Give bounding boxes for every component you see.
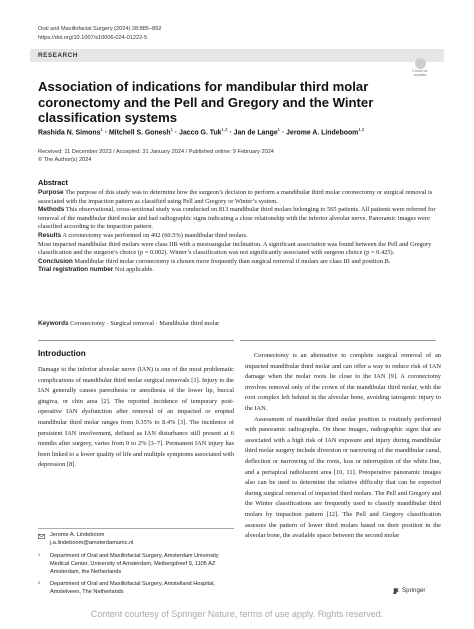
abstract-trial-registration: Trial registration number Not applicable. — [38, 266, 154, 274]
article-title: Association of indications for mandibular third molar coronectomy and the Pell and Gregory and the Winter classification systems — [38, 79, 374, 125]
author-affiliation-mark: 1 — [277, 127, 281, 132]
author-affiliation-mark: 1 — [170, 127, 173, 132]
check-for-updates-icon — [415, 58, 426, 69]
doi-link[interactable]: https://doi.org/10.1007/s10006-024-01222-5 — [38, 35, 148, 41]
affiliation-number: 2 — [38, 581, 41, 585]
springer-logo — [392, 586, 442, 596]
author-name[interactable]: Jan de Lange — [233, 129, 278, 137]
springer-horse-icon — [392, 587, 400, 595]
check-for-updates-text: Check for updates — [412, 69, 428, 77]
abstract-methods: Methods This observational, cross-sectional study was conducted on 813 mandibular third molars belonging to 565 patients. All patients were referred for removal of the mandibular third molar and had radiographic signs indicating a close relationship with the inferior alveolar nerve. Panoramic images were classified according to the impaction pattern. — [38, 206, 436, 231]
courtesy-watermark: Content courtesy of Springer Nature, terms of use apply. Rights reserved. — [90, 609, 384, 619]
abstract-results: Results A coronectomy was performed on 492 (60.5%) mandibular third molars. — [38, 231, 248, 239]
author-name[interactable]: Jerome A. Lindeboom — [286, 129, 359, 137]
check-for-updates-badge[interactable] — [405, 58, 435, 78]
keywords-list: Coronectomy · Surgical removal · Mandibular third molar — [70, 320, 220, 327]
abstract-conclusion: Conclusion Mandibular third molar coronectomy is chosen more frequently than surgical removal if molars are class III and position B. — [38, 257, 391, 265]
body-column-left — [38, 365, 234, 471]
abstract-results-continued: Most impacted mandibular third molars were class IIB with a mesioangular inclination. A significant association was found between the Pell and Gregory classification and the surgeon’s choice (p = 0.002). Winter’s classification was not significantly associated with surgeon choice (p = 0.425). — [38, 240, 432, 257]
springer-wordmark: Springer — [402, 587, 426, 594]
corresponding-author-name: Jerome A. Lindeboom — [50, 532, 105, 538]
abstract-body — [38, 189, 440, 275]
author-name[interactable]: Jacco G. Tuk — [179, 129, 222, 137]
mail-icon — [38, 534, 45, 539]
corresponding-author-email[interactable]: j.a.lindeboom@amsterdamumc.nl — [50, 540, 134, 546]
affiliation-1: Department of Oral and Maxillofacial Surgery, Amsterdam University Medical Center, University of Amsterdam, Meibergdreef 9, 1105 AZ Amsterdam, the Netherlands — [50, 553, 219, 575]
introduction-heading: Introduction — [38, 349, 86, 358]
author-name[interactable]: Rashida N. Simons — [38, 129, 101, 137]
affiliation-2: Department of Oral and Maxillofacial Surgery, Amstelland Hospital, Amstelveen, The Netherlands — [50, 581, 215, 595]
publication-dates: Received: 11 December 2023 / Accepted: 31 January 2024 / Published online: 9 February 2024 — [38, 149, 274, 155]
divider — [240, 340, 436, 341]
assessment-paragraph: Assessment of mandibular third molar position is routinely performed with panoramic radiographs. On these images, radiographic signs that are associated with a high risk of IAN exposure and injury during mandibular third molar surgery include diversion or narrowing of the mandibular canal, deflection or narrowing of the roots, loss or interruption of the white line, and a periapical radiolucent area [10, 11]. Preoperative panoramic images also can be used to determine the relative difficulty that can be expected during surgical removal of impacted third molars. The Pell and Gregory and the Winter classifications are frequently used to classify mandibular third molars by impaction pattern [12]. The Pell and Gregory classification assesses the pattern of lower third molars based on their position in the alveolar bone, the available space between the second molar — [245, 415, 441, 540]
abstract-purpose: Purpose The purpose of this study was to determine how the surgeon’s decision to perform a mandibular third molar coronectomy or surgical removal is associated with the impaction pattern as classified using Pell and Gregory or Winter’s system. — [38, 189, 433, 205]
author-list: Rashida N. Simons$^1$ · Mitchell S. Gonesh$^1$ · Jacco G. Tuk$^{1,2}$ · Jan de Lange$^1$ · Jerome A. Lindeboom$^{1,2}$ — [38, 127, 365, 137]
footnote-divider — [38, 528, 234, 529]
coronectomy-paragraph: Coronectomy is an alternative to complete surgical removal of an impacted mandibular third molar and can offer a way to reduce risk of IAN damage when the molar roots lie close to the IAN [9]. A coronectomy involves removal only of the crown of the mandibular third molar, with the root complex left behind in the alveolar bone, avoiding iatrogenic injury to the IAN. — [245, 352, 441, 412]
author-name[interactable]: Mitchell S. Gonesh — [108, 129, 171, 137]
divider — [38, 340, 234, 341]
keywords-label: Keywords — [38, 320, 69, 327]
author-affiliation-mark: 1,2 — [358, 127, 365, 132]
affiliation-number: 1 — [38, 553, 41, 557]
journal-citation: Oral and Maxillofacial Surgery (2024) 28:885–892 — [38, 26, 162, 32]
article-type-bar — [30, 49, 444, 62]
copyright-notice: © The Author(s) 2024 — [38, 157, 92, 163]
introduction-paragraph: Damage to the inferior alveolar nerve (IAN) is one of the most problematic complications of mandibular third molar surgical removals [1]. Injury to the IAN generally causes paresthesia or anesthesia of the lower lip, buccal gingiva, or chin area [2]. The reported incidence of temporary post-operative IAN dysfunction after removal of an impacted or erupted mandibular third molar ranges from 0.35% to 8.4% [3]. The incidence of persistent IAN involvement, defined as IAN disturbance still present at 6 months after surgery, varies from 0 to 2% [3–7]. Permanent IAN injury has been linked to a lower quality of life and multiple symptoms associated with depression [8]. — [38, 366, 234, 469]
author-affiliation-mark: 1,2 — [221, 127, 228, 132]
article-type-label: RESEARCH — [38, 52, 78, 59]
abstract-heading: Abstract — [38, 178, 68, 187]
body-column-right — [245, 351, 441, 542]
author-affiliation-mark: 1 — [100, 127, 103, 132]
keywords — [38, 320, 440, 327]
